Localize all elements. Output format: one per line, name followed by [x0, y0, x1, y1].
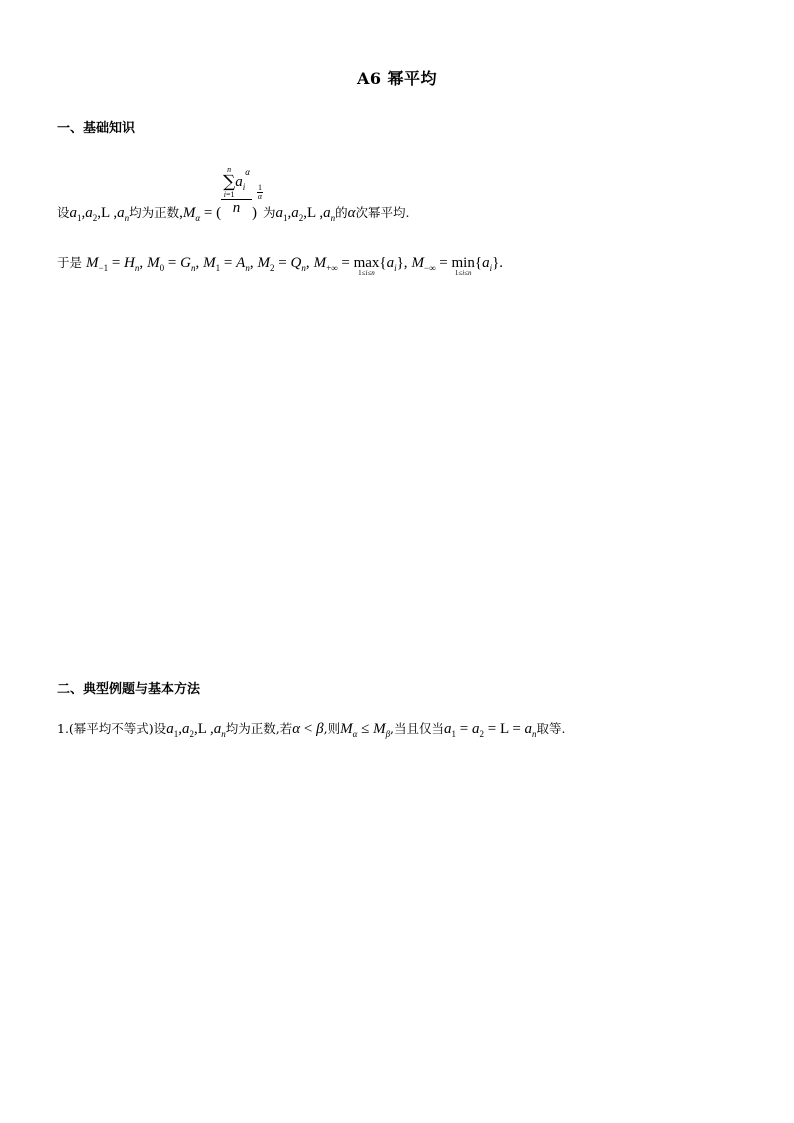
example-1-prefix: 1.(幂平均不等式)设	[57, 721, 167, 736]
special-cases-line: 于是 $M_{-1} = H_n$, $M_0 = G_n$, $M_1 = A_n$, $M_2 = Q_n$, $M_{+\infty} = \max$ 1≤i≤n $\{a_i\}$, $M_{-\infty} = \min$ 1≤i≤n $\{a_i\}$.	[57, 255, 504, 277]
power-mean-fraction	[221, 166, 252, 217]
definition-end: 次幂平均.	[355, 205, 410, 220]
alpha-symbol: α	[347, 205, 356, 221]
definition-line: 设$a_1,a_2,L$ $,a_n$均为正数$,M_\alpha$ = ( n ∑ i=1 $a_i^\alpha$ n ) $\frac{1}{\alpha}$ 为$a_1,a_2,L$ $,a_n$的α次幂平均.	[57, 165, 410, 223]
definition-prefix: 设	[57, 205, 70, 220]
summation: n ∑ i=1	[223, 165, 236, 199]
sequence-a1-an-2: $a_1,a_2,L$ $,a_n$	[275, 205, 336, 223]
sequence-a1-an: $a_1,a_2,L$ $,a_n$	[69, 205, 130, 223]
positive-text: 均为正数	[129, 205, 180, 220]
max-operator: max 1≤i≤n	[353, 255, 380, 277]
example-1-end: 取等.	[536, 721, 566, 736]
exponent-one-over-alpha: $\frac{1}{\alpha}$	[257, 183, 263, 201]
special-prefix: 于是	[57, 255, 83, 270]
page-title: A6 幂平均	[356, 69, 438, 88]
power-mean-symbol: $M_\alpha$ = (	[182, 205, 222, 223]
fraction-denominator: n	[232, 200, 241, 216]
fraction-numerator: n ∑ i=1 $a_i^\alpha$	[223, 165, 250, 199]
section-heading-basics: 一、基础知识	[57, 121, 136, 136]
example-1-positive: 均为正数,若	[225, 721, 293, 736]
section-heading-examples: 二、典型例题与基本方法	[57, 682, 201, 697]
min-operator: min 1≤i≤n	[451, 255, 475, 277]
example-1-iff: ,当且仅当	[390, 721, 445, 736]
definition-suffix: 的	[335, 205, 348, 220]
example-1-then: ,则	[323, 721, 341, 736]
example-1-line: 1.(幂平均不等式)设$a_1,a_2,L$ $,a_n$均为正数,若α < β,则$M_\alpha \le M_\beta$,当且仅当$a_1 = a_2 = L = a_n$取等.	[57, 721, 566, 739]
definition-mid: 为	[262, 205, 276, 220]
